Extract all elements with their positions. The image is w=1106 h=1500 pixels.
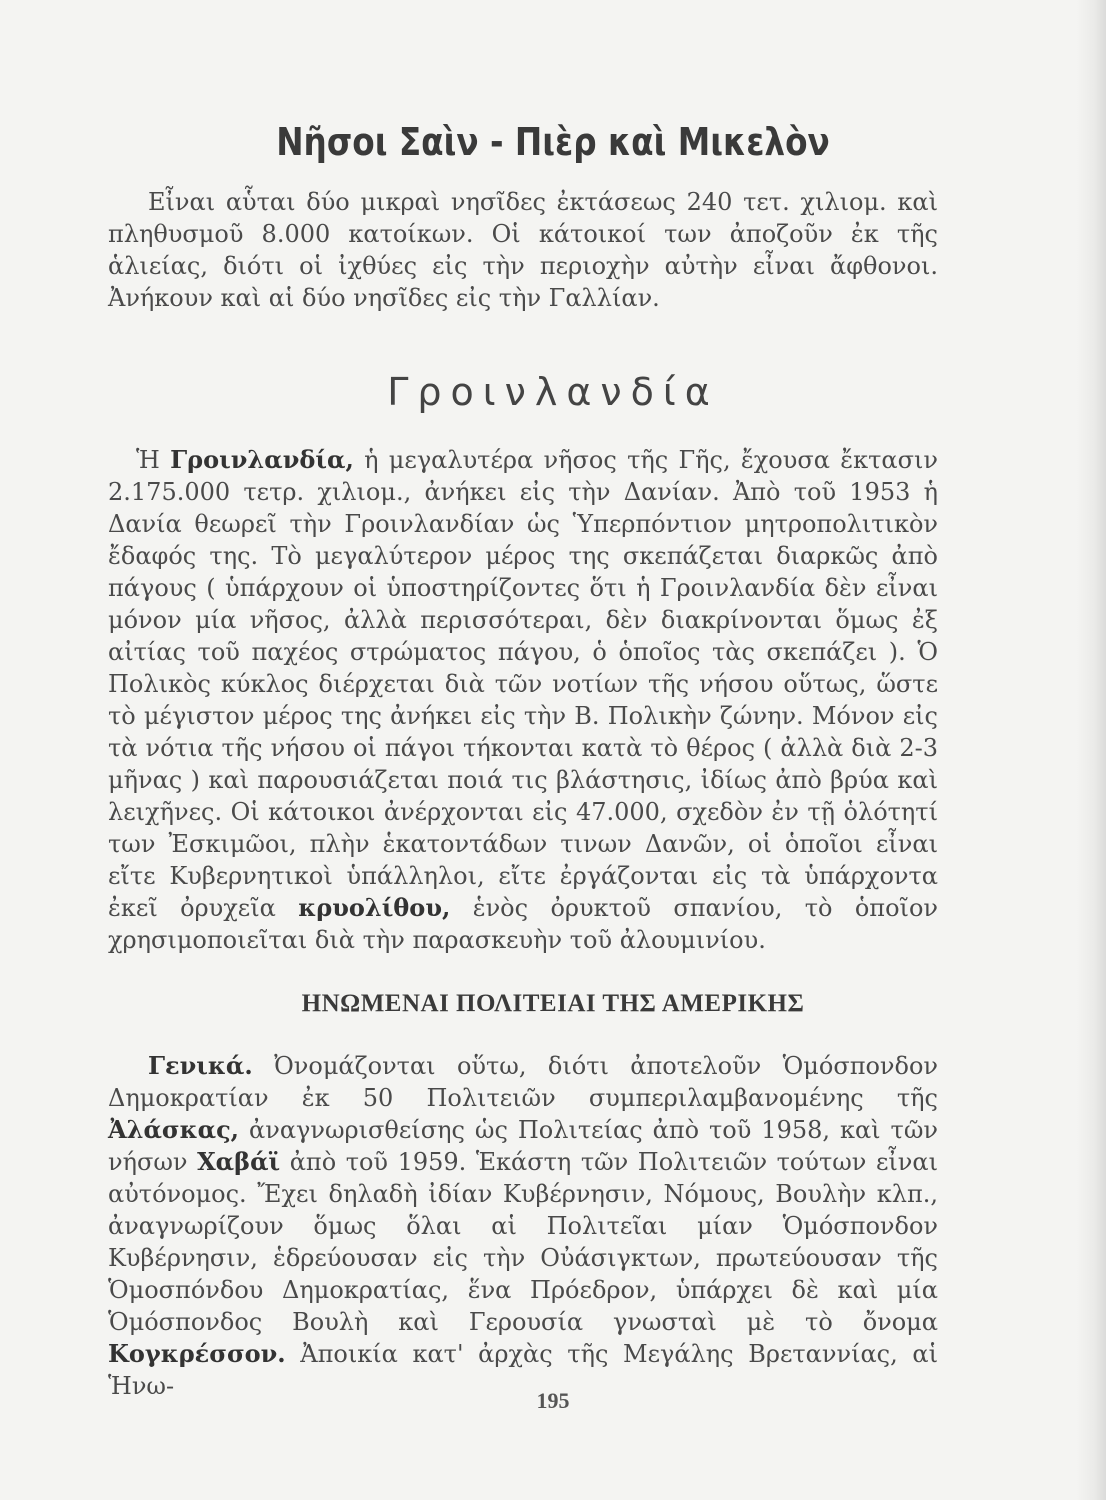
text-run: Ὀνομάζονται οὕτω, διότι ἀποτελοῦν Ὁμόσπονδον Δημοκρατίαν ἐκ 50 Πολιτειῶν συμπεριλαμβανομένης τῆς xyxy=(108,1052,938,1112)
text-run: ἀπὸ τοῦ 1959. Ἑκάστη τῶν Πολιτειῶν τούτων εἶναι αὐτόνομος. Ἔχει δηλαδὴ ἰδίαν Κυβέρνησιν, Νόμους, Βουλὴν κλπ., ἀναγνωρίζουν ὅμως ὅλαι αἱ Πολιτεῖαι μίαν Ὁμόσπονδον Κυβέρνησιν, ἑδρεύουσαν εἰς τὴν Οὐάσιγκτων, πρωτεύουσαν τῆς Ὁμοσπόνδου Δημοκρατίας, ἕνα Πρόεδρον, ὑπάρχει δὲ καὶ μία Ὁμόσπονδος Βουλὴ καὶ Γερουσία γνωσταὶ μὲ τὸ ὄνομα xyxy=(108,1148,938,1336)
paragraph-greenland xyxy=(108,444,938,956)
bold-term-greenland: Γροινλανδία, xyxy=(170,445,354,474)
text-run: ἡ μεγαλυτέρα νῆσος τῆς Γῆς, ἔχουσα ἔκτασιν 2.175.000 τετρ. χιλιομ., ἀνήκει εἰς τὴν Δανίαν. Ἀπὸ τοῦ 1953 ἡ Δανία θεωρεῖ τὴν Γροινλανδίαν ὡς Ὑπερπόντιον μητροπολιτικὸν ἔδαφός της. Τὸ μεγαλύτερον μέρος της σκεπάζεται διαρκῶς ἀπὸ πάγους ( ὑπάρχουν οἱ ὑποστηρίζοντες ὅτι ἡ Γροινλανδία δὲν εἶναι μόνον μία νῆσος, ἀλλὰ περισσότεραι, δὲν διακρίνονται ὅμως ἐξ αἰτίας τοῦ παχέος στρώματος πάγου, ὁ ὁποῖος τὰς σκεπάζει ). Ὁ Πολικὸς κύκλος διέρχεται διὰ τῶν νοτίων τῆς νήσου οὕτως, ὥστε τὸ μέγιστον μέρος της ἀνήκει εἰς τὴν Β. Πολικὴν ζώνην. Μόνον εἰς τὰ νότια τῆς νήσου οἱ πάγοι τήκονται κατὰ τὸ θέρος ( ἀλλὰ διὰ 2-3 μῆνας ) καὶ παρουσιάζεται ποιά τις βλάστησις, ἰδίως ἀπὸ βρύα καὶ λειχῆνες. Οἱ κάτοικοι ἀνέρχονται εἰς 47.000, σχεδὸν ἐν τῇ ὁλότητί των Ἐσκιμῶοι, πλὴν ἑκατοντάδων τινων Δανῶν, οἱ ὁποῖοι εἶναι εἴτε Κυβερνητικοὶ ὑπάλληλοι, εἴτε ἐργάζονται εἰς τὰ ὑπάρχοντα ἐκεῖ ὀρυχεῖα xyxy=(108,446,938,922)
bold-term-cryolite: κρυολίθου, xyxy=(298,893,451,922)
paragraph-saint-pierre-miquelon: Εἶναι αὗται δύο μικραὶ νησῖδες ἐκτάσεως 240 τετ. χιλιομ. καὶ πληθυσμοῦ 8.000 κατοίκων. Οἱ κάτοικοί των ἀποζοῦν ἐκ τῆς ἁλιείας, διότι οἱ ἰχθύες εἰς τὴν περιοχὴν αὐτὴν εἶναι ἄφθονοι. Ἀνήκουν καὶ αἱ δύο νησῖδες εἰς τὴν Γαλλίαν. xyxy=(108,188,938,312)
text-run: Ἡ xyxy=(136,446,171,474)
bold-term-hawaii: Χαβάϊ xyxy=(197,1147,281,1176)
heading-saint-pierre-miquelon: Νῆσοι Σαὶν - Πιὲρ καὶ Μικελὸν xyxy=(276,120,830,164)
text-run: ἀναγνωρισθείσης ὡς Πολιτείας ἀπὸ τοῦ 1958, καὶ τῶν νήσων xyxy=(108,1116,938,1176)
page-edge-shadow xyxy=(1076,0,1106,1500)
text-run: Ἀποικία κατ' ἀρχὰς τῆς Μεγάλης Βρεταννίας, αἱ Ἡνω- xyxy=(108,1340,938,1400)
bold-term-congress: Κογκρέσσον. xyxy=(108,1339,286,1368)
text-run: ἑνὸς ὀρυκτοῦ σπανίου, τὸ ὁποῖον χρησιμοποιεῖται διὰ τὴν παρασκευὴν τοῦ ἀλουμινίου. xyxy=(108,894,938,954)
page-number: 195 xyxy=(536,1388,570,1413)
bold-term-general: Γενικά. xyxy=(148,1051,253,1080)
bold-term-alaska: Ἀλάσκας, xyxy=(108,1115,240,1144)
heading-greenland: Γροινλανδία xyxy=(387,370,719,414)
heading-united-states: ΗΝΩΜΕΝΑΙ ΠΟΛΙΤΕΙΑΙ ΤΗΣ ΑΜΕΡΙΚΗΣ xyxy=(301,990,805,1017)
paragraph-united-states xyxy=(108,1050,938,1402)
